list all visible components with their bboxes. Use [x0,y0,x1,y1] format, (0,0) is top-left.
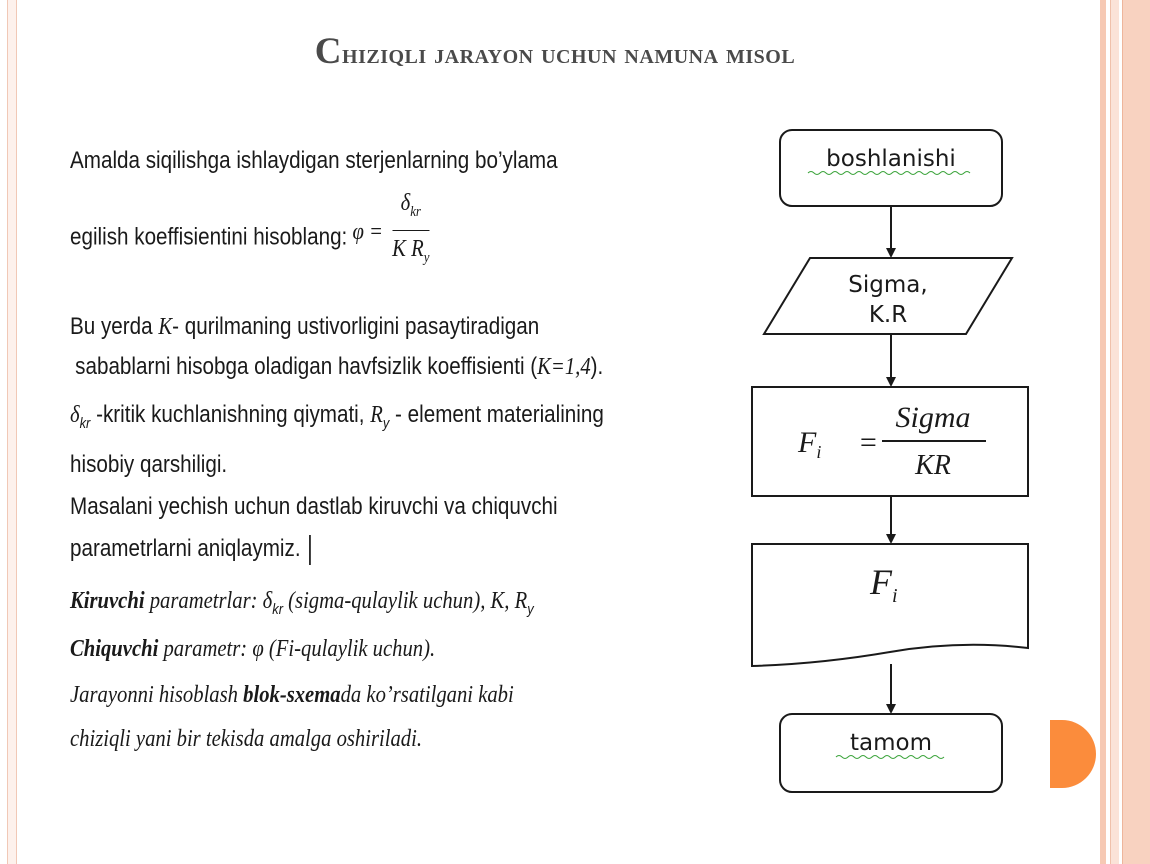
text-line-12: chiziqli yani bir tekisda amalga oshiriladi. [70,726,423,752]
process-lhs-f: F [798,426,817,459]
start-label: boshlanishi [826,146,956,172]
text-line-3b: - qurilmaning ustivorligini pasaytiradigan [172,313,540,340]
process-lhs-sub: i [816,442,822,462]
text-line-9a: parametrlar: [144,588,263,614]
delta-subscript: kr [410,203,421,220]
kr-text: K R [392,235,424,262]
text-line-9b: (sigma-qulaylik uchun), K, R [283,588,528,614]
end-label: tamom [850,730,932,756]
chiquvchi-label: Chiquvchi [70,636,159,662]
phi-equals: φ = [352,218,383,245]
process-denominator: KR [915,450,951,481]
title-first-letter: C [314,31,343,72]
ry-subscript: y [382,414,390,432]
k-symbol: K [158,314,173,340]
ry-symbol: R [370,402,383,428]
delta-symbol: δ [400,190,411,216]
text-line-2-label: egilish koeffisientini hisoblang: [70,223,348,251]
process-eq: = [858,426,879,459]
text-line-5a: -kritik kuchlanishning qiymati, [90,401,371,428]
text-line-6: hisobiy qarshiligi. [70,451,228,478]
blok-sxema-label: blok-sxema [243,682,341,708]
r-subscript: y [423,249,430,266]
kiruvchi-label: Kiruvchi [70,588,145,614]
delta-kr-symbol: δ [70,402,80,428]
text-line-11b: da ko’rsatilgani kabi [340,682,514,708]
k-value: K=1,4 [537,354,591,380]
process-numerator: Sigma [895,401,971,434]
delta-kr-subscript: kr [79,414,91,432]
text-line-4a: sabablarni hisobga oladigan havfsizlik koeffisienti ( [75,353,538,380]
text-line-11a: Jarayonni hisoblash [70,682,244,708]
text-line-1: Amalda siqilishga ishlaydigan sterjenlarning bo’ylama [70,147,558,174]
ry-subscript-2: y [527,600,534,618]
delta-subscript-2: kr [272,600,284,618]
text-line-7: Masalani yechish uchun dastlab kiruvchi va chiquvchi [70,493,558,520]
text-line-8a: parametrlarni aniqlaymiz. [70,535,301,562]
input-label-2: K.R [868,302,908,328]
title-rest: hiziqli jarayon uchun namuna misol [342,39,796,70]
input-label-1: Sigma, [848,272,928,298]
text-line-5b: - element materialining [389,401,604,428]
output-f: F [870,562,892,602]
text-line-4b: ). [590,353,604,380]
text-line-10a: parametr: φ (Fi-qulaylik uchun). [158,636,436,662]
output-sub: i [892,585,898,607]
text-line-3a: Bu yerda [70,313,159,340]
delta-symbol-2: δ [262,588,273,614]
